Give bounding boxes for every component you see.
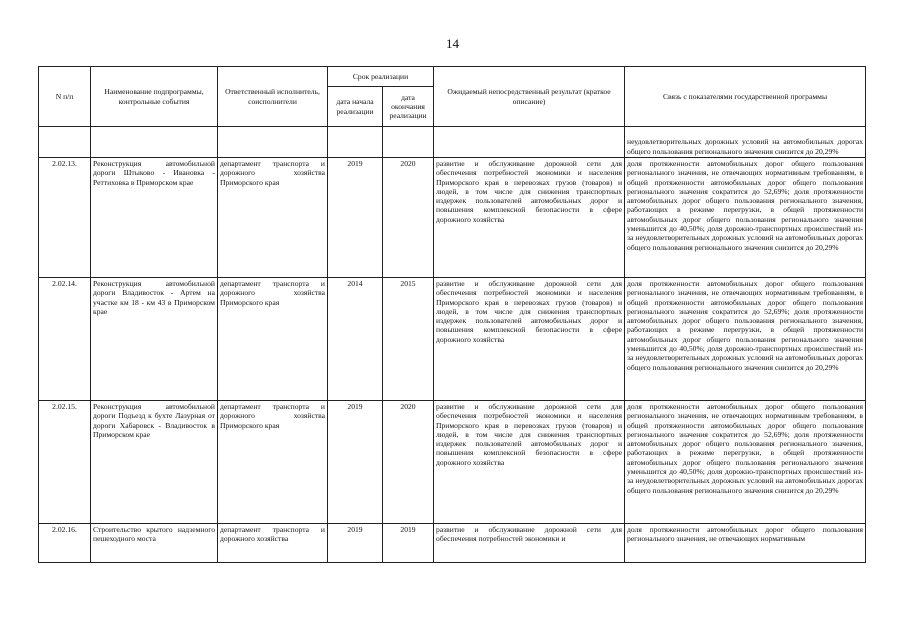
cell-result [434,524,625,563]
table-row [39,524,866,563]
cell-result-text: развитие и обслуживание дорожной сети для обеспечения потребностей экономики и [436,525,623,544]
table-row [39,278,866,401]
program-table [38,66,866,563]
cell-start-text: 2019 [347,525,363,534]
cell-name: Реконструкция автомобильной дороги Подъезд к бухте Лазурная от дороги Хабаровск - Владивосток в Приморском крае [91,401,218,524]
cell-start: 2019 [328,401,383,524]
cell-name: Реконструкция автомобильной дороги Штыково - Ивановка - Реттиховка в Приморском крае [91,158,218,278]
cell-link [625,524,866,563]
cell-start [328,524,383,563]
table-row [39,158,866,278]
cell-start: 2014 [328,278,383,401]
cell-executor: департамент транспорта и дорожного хозяйства Приморского края [218,401,328,524]
cell-name-text: Строительство крытого надземного пешеходного моста [93,525,215,544]
header-end: дата окончания реализации [383,87,434,127]
cell-executor-text: департамент транспорта и дорожного хозяйства [220,525,325,544]
page-number: 14 [446,36,459,51]
cell-link-text: доля протяженности автомобильных дорог общего пользования регионального значения, не отвечающих нормативным [627,525,864,544]
cell-start: 2019 [328,158,383,278]
cell-end [383,524,434,563]
cell-name: Реконструкция автомобильной дороги Владивосток - Артем на участке км 18 - км 43 в Приморском крае [91,278,218,401]
cell-executor [218,524,328,563]
header-num: N п/п [39,67,91,127]
cell-num: 2.02.15. [39,401,91,524]
cell-result: развитие и обслуживание дорожной сети для обеспечения потребностей экономики и населения Приморского края в перевозках грузов (товаров) и людей, в том числе для снижения транспортных издержек пользователей автомобильных дорог и повышения комплексной безопасности в сфере дорожного хозяйства [434,158,625,278]
header-link: Связь с показателями государственной программы [625,67,866,127]
cell-num: 2.02.14. [39,278,91,401]
header-period: Срок реализации [328,67,434,87]
header-start: дата начала реализации [328,87,383,127]
header-name: Наименование подпрограммы, контрольные события [91,67,218,127]
table-row [39,127,866,158]
header-result: Ожидаемый непосредственный результат (краткое описание) [434,67,625,127]
cell-executor: департамент транспорта и дорожного хозяйства Приморского края [218,278,328,401]
cell-executor: департамент транспорта и дорожного хозяйства Приморского края [218,158,328,278]
header-executor: Ответственный исполнитель, соисполнители [218,67,328,127]
cell-end: 2020 [383,158,434,278]
cell-link: доля протяженности автомобильных дорог общего пользования регионального значения, не отвечающих нормативным требованиям, в общей протяженности автомобильных дорог общего пользования регионального значения сократится до 52,69%; доля протяженности автомобильных дорог общего пользования регионального значения, работающих в режиме перегрузки, в общей протяженности автомобильных дорог общего пользования регионального значения уменьшится до 40,50%; доля дорожно-транспортных происшествий из-за неудовлетворительных дорожных условий на автомобильных дорогах общего пользования регионального значения снизится до 20,29% [625,401,866,524]
table-row [39,401,866,524]
cell-end: 2015 [383,278,434,401]
cell-num-text: 2.02.16. [52,525,77,534]
cell-link: неудовлетворительных дорожных условий на автомобильных дорогах общего пользования регионального значения снизится до 20,29% [625,127,866,158]
cell-link: доля протяженности автомобильных дорог общего пользования регионального значения, не отвечающих нормативным требованиям, в общей протяженности автомобильных дорог общего пользования регионального значения сократится до 52,69%; доля протяженности автомобильных дорог общего пользования регионального значения, работающих в режиме перегрузки, в общей протяженности автомобильных дорог общего пользования регионального значения уменьшится до 40,50%; доля дорожно-транспортных происшествий из-за неудовлетворительных дорожных условий на автомобильных дорогах общего пользования регионального значения снизится до 20,29% [625,158,866,278]
cell-num [39,524,91,563]
cell-num: 2.02.13. [39,158,91,278]
cell-result: развитие и обслуживание дорожной сети для обеспечения потребностей экономики и населения Приморского края в перевозках грузов (товаров) и людей, в том числе для снижения транспортных издержек пользователей автомобильных дорог и повышения комплексной безопасности в сфере дорожного хозяйства [434,278,625,401]
cell-name [91,524,218,563]
cell-end: 2020 [383,401,434,524]
cell-result: развитие и обслуживание дорожной сети для обеспечения потребностей экономики и населения Приморского края в перевозках грузов (товаров) и людей, в том числе для снижения транспортных издержек пользователей автомобильных дорог и повышения комплексной безопасности в сфере дорожного хозяйства [434,401,625,524]
cell-link: доля протяженности автомобильных дорог общего пользования регионального значения, не отвечающих нормативным требованиям, в общей протяженности автомобильных дорог общего пользования регионального значения сократится до 52,69%; доля протяженности автомобильных дорог общего пользования регионального значения, работающих в режиме перегрузки, в общей протяженности автомобильных дорог общего пользования регионального значения уменьшится до 40,50%; доля дорожно-транспортных происшествий из-за неудовлетворительных дорожных условий на автомобильных дорогах общего пользования регионального значения снизится до 20,29% [625,278,866,401]
cell-end-text: 2019 [400,525,416,534]
